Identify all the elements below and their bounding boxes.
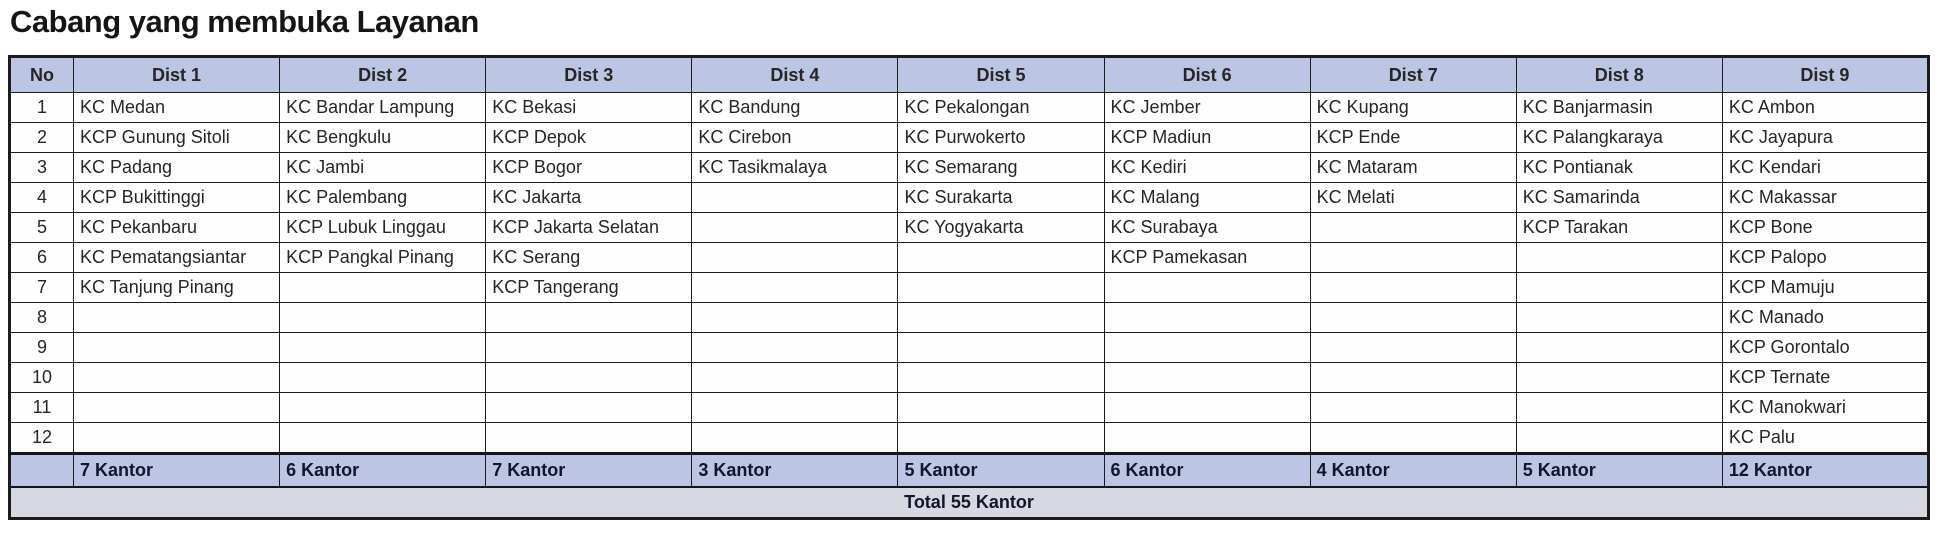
column-header-dist-2: Dist 2 xyxy=(280,57,486,93)
page-title: Cabang yang membuka Layanan xyxy=(10,4,479,39)
branch-cell: KCP Gunung Sitoli xyxy=(74,123,280,153)
branch-cell xyxy=(898,273,1104,303)
table-body xyxy=(10,93,1929,454)
table-row xyxy=(10,303,1929,333)
branch-cell xyxy=(280,423,486,454)
branch-cell xyxy=(1104,333,1310,363)
branch-cell xyxy=(280,273,486,303)
branch-cell xyxy=(1310,423,1516,454)
branch-cell xyxy=(486,393,692,423)
branch-cell: KC Palu xyxy=(1722,423,1928,454)
branch-cell xyxy=(1310,213,1516,243)
branch-cell: KCP Mamuju xyxy=(1722,273,1928,303)
branch-cell xyxy=(1104,273,1310,303)
branch-cell: KCP Gorontalo xyxy=(1722,333,1928,363)
column-header-dist-7: Dist 7 xyxy=(1310,57,1516,93)
branch-cell: KC Padang xyxy=(74,153,280,183)
branch-cell: KCP Depok xyxy=(486,123,692,153)
table-row xyxy=(10,363,1929,393)
branch-cell xyxy=(486,363,692,393)
branch-cell xyxy=(1516,393,1722,423)
table-row xyxy=(10,273,1929,303)
branch-cell: KCP Bogor xyxy=(486,153,692,183)
branch-cell xyxy=(692,423,898,454)
row-number-cell: 1 xyxy=(10,93,74,123)
branch-cell xyxy=(1516,363,1722,393)
branch-cell xyxy=(898,393,1104,423)
branch-cell xyxy=(1310,393,1516,423)
grand-total-cell: Total 55 Kantor xyxy=(10,487,1929,519)
branch-cell xyxy=(692,333,898,363)
row-number-cell: 5 xyxy=(10,213,74,243)
row-number-cell: 12 xyxy=(10,423,74,454)
branch-cell: KC Semarang xyxy=(898,153,1104,183)
column-header-dist-8: Dist 8 xyxy=(1516,57,1722,93)
branch-cell: KC Bandar Lampung xyxy=(280,93,486,123)
row-number-cell: 10 xyxy=(10,363,74,393)
branch-cell xyxy=(692,243,898,273)
table-row xyxy=(10,333,1929,363)
branch-cell: KCP Tangerang xyxy=(486,273,692,303)
branch-cell: KC Bekasi xyxy=(486,93,692,123)
column-header-dist-1: Dist 1 xyxy=(74,57,280,93)
branch-cell: KCP Bukittinggi xyxy=(74,183,280,213)
branch-cell: KC Jakarta xyxy=(486,183,692,213)
branch-cell: KC Jayapura xyxy=(1722,123,1928,153)
branch-cell xyxy=(1104,393,1310,423)
table-row xyxy=(10,243,1929,273)
branch-cell: KC Jambi xyxy=(280,153,486,183)
district-total-cell: 6 Kantor xyxy=(280,454,486,488)
branch-cell: KC Banjarmasin xyxy=(1516,93,1722,123)
branch-cell xyxy=(898,243,1104,273)
branch-cell xyxy=(1516,243,1722,273)
row-number-cell: 3 xyxy=(10,153,74,183)
district-total-cell: 4 Kantor xyxy=(1310,454,1516,488)
branch-cell: KC Kediri xyxy=(1104,153,1310,183)
table-row xyxy=(10,183,1929,213)
branch-cell xyxy=(74,423,280,454)
branch-cell xyxy=(1310,303,1516,333)
branch-cell: KC Palembang xyxy=(280,183,486,213)
branch-cell xyxy=(898,333,1104,363)
branch-cell xyxy=(1104,363,1310,393)
branch-cell: KCP Pamekasan xyxy=(1104,243,1310,273)
table-row xyxy=(10,213,1929,243)
branch-cell: KC Tanjung Pinang xyxy=(74,273,280,303)
column-header-dist-5: Dist 5 xyxy=(898,57,1104,93)
branch-cell: KC Pekalongan xyxy=(898,93,1104,123)
branch-cell: KC Ambon xyxy=(1722,93,1928,123)
branch-cell xyxy=(486,423,692,454)
branch-cell: KCP Ternate xyxy=(1722,363,1928,393)
branch-cell xyxy=(692,183,898,213)
branch-cell: KCP Jakarta Selatan xyxy=(486,213,692,243)
district-total-cell: 5 Kantor xyxy=(898,454,1104,488)
row-number-cell: 11 xyxy=(10,393,74,423)
branch-cell: KC Mataram xyxy=(1310,153,1516,183)
district-totals-row xyxy=(10,454,1929,488)
table-row xyxy=(10,153,1929,183)
branch-cell: KC Yogyakarta xyxy=(898,213,1104,243)
branch-cell: KCP Lubuk Linggau xyxy=(280,213,486,243)
table-row xyxy=(10,423,1929,454)
branch-cell: KC Jember xyxy=(1104,93,1310,123)
branch-cell xyxy=(280,393,486,423)
branch-cell xyxy=(486,303,692,333)
branch-cell: KC Kupang xyxy=(1310,93,1516,123)
branch-cell: KC Kendari xyxy=(1722,153,1928,183)
branch-cell xyxy=(898,363,1104,393)
row-number-cell: 9 xyxy=(10,333,74,363)
branch-cell: KC Cirebon xyxy=(692,123,898,153)
branch-cell: KC Palangkaraya xyxy=(1516,123,1722,153)
branch-cell xyxy=(1310,363,1516,393)
table-row xyxy=(10,393,1929,423)
branch-cell: KC Surabaya xyxy=(1104,213,1310,243)
branch-cell xyxy=(692,213,898,243)
branch-cell: KCP Pangkal Pinang xyxy=(280,243,486,273)
district-total-empty-cell xyxy=(10,454,74,488)
row-number-cell: 7 xyxy=(10,273,74,303)
branch-cell xyxy=(1310,273,1516,303)
branch-cell xyxy=(1516,273,1722,303)
branch-cell: KC Bengkulu xyxy=(280,123,486,153)
table-row xyxy=(10,123,1929,153)
district-total-cell: 6 Kantor xyxy=(1104,454,1310,488)
branch-cell xyxy=(692,363,898,393)
branch-cell: KC Pekanbaru xyxy=(74,213,280,243)
district-total-cell: 3 Kantor xyxy=(692,454,898,488)
branch-cell xyxy=(74,393,280,423)
branch-cell: KC Pematangsiantar xyxy=(74,243,280,273)
district-total-cell: 7 Kantor xyxy=(74,454,280,488)
branch-cell xyxy=(898,423,1104,454)
branch-cell xyxy=(486,333,692,363)
branch-cell: KCP Ende xyxy=(1310,123,1516,153)
district-total-cell: 7 Kantor xyxy=(486,454,692,488)
branch-cell: KC Medan xyxy=(74,93,280,123)
branch-cell: KC Melati xyxy=(1310,183,1516,213)
district-total-cell: 12 Kantor xyxy=(1722,454,1928,488)
branch-cell: KCP Tarakan xyxy=(1516,213,1722,243)
branches-table xyxy=(8,55,1930,520)
branch-cell xyxy=(692,273,898,303)
header-row xyxy=(10,57,1929,93)
branch-cell: KC Purwokerto xyxy=(898,123,1104,153)
branch-cell: KC Pontianak xyxy=(1516,153,1722,183)
branch-cell xyxy=(1516,333,1722,363)
branch-cell xyxy=(74,333,280,363)
branch-cell xyxy=(1310,333,1516,363)
branch-cell xyxy=(280,363,486,393)
branch-cell: KCP Palopo xyxy=(1722,243,1928,273)
branch-cell xyxy=(1104,303,1310,333)
row-number-cell: 4 xyxy=(10,183,74,213)
column-header-dist-6: Dist 6 xyxy=(1104,57,1310,93)
column-header-dist-3: Dist 3 xyxy=(486,57,692,93)
branch-cell: KC Manokwari xyxy=(1722,393,1928,423)
table-row xyxy=(10,93,1929,123)
grand-total-row xyxy=(10,487,1929,519)
branch-cell: KC Surakarta xyxy=(898,183,1104,213)
branch-cell xyxy=(898,303,1104,333)
column-header-dist-9: Dist 9 xyxy=(1722,57,1928,93)
column-header-dist-4: Dist 4 xyxy=(692,57,898,93)
district-total-cell: 5 Kantor xyxy=(1516,454,1722,488)
branch-cell xyxy=(74,363,280,393)
branch-cell: KC Tasikmalaya xyxy=(692,153,898,183)
branch-cell: KCP Madiun xyxy=(1104,123,1310,153)
branch-cell xyxy=(692,393,898,423)
branch-cell: KC Serang xyxy=(486,243,692,273)
branch-cell xyxy=(1310,243,1516,273)
row-number-cell: 6 xyxy=(10,243,74,273)
branch-cell: KC Malang xyxy=(1104,183,1310,213)
branch-cell xyxy=(280,303,486,333)
branch-cell xyxy=(1104,423,1310,454)
column-header-no: No xyxy=(10,57,74,93)
branch-cell xyxy=(692,303,898,333)
branch-cell xyxy=(1516,303,1722,333)
branch-cell xyxy=(280,333,486,363)
branch-cell xyxy=(1516,423,1722,454)
branch-cell: KC Manado xyxy=(1722,303,1928,333)
branch-cell: KC Samarinda xyxy=(1516,183,1722,213)
branch-cell xyxy=(74,303,280,333)
branch-cell: KCP Bone xyxy=(1722,213,1928,243)
row-number-cell: 8 xyxy=(10,303,74,333)
branch-cell: KC Bandung xyxy=(692,93,898,123)
row-number-cell: 2 xyxy=(10,123,74,153)
branch-cell: KC Makassar xyxy=(1722,183,1928,213)
